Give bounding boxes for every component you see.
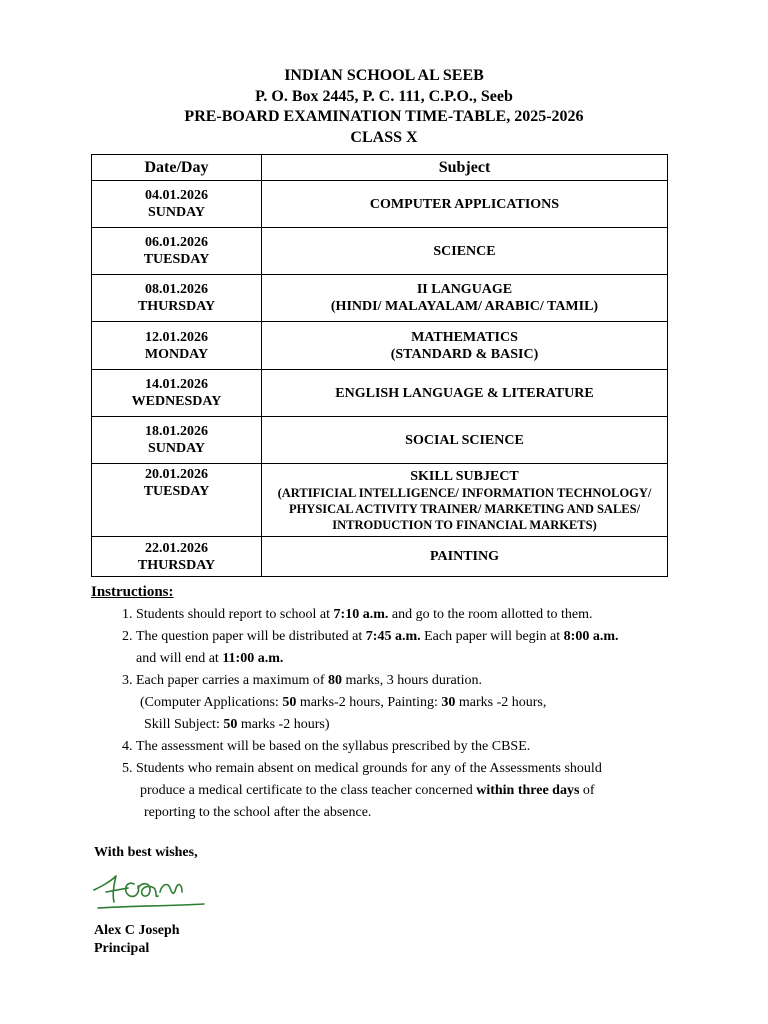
exam-date: 12.01.2026 xyxy=(145,329,208,345)
instruction-line xyxy=(136,692,726,714)
instructions-title: Instructions: xyxy=(91,584,174,600)
subject-column-header: Subject xyxy=(262,155,668,181)
subject-name: PAINTING xyxy=(430,549,499,564)
instruction-text: The assessment will be based on the syllabus prescribed by the CBSE. xyxy=(136,739,531,754)
exam-day: THURSDAY xyxy=(137,299,216,314)
subject-cell xyxy=(262,370,668,417)
instruction-item xyxy=(136,670,726,736)
instruction-text: Skill Subject: xyxy=(144,717,224,732)
principal-title: Principal xyxy=(94,941,150,956)
table-header-row xyxy=(92,155,668,181)
instruction-line: reporting to the school after the absence. xyxy=(144,805,372,820)
table-row xyxy=(92,322,668,370)
exam-day: SUNDAY xyxy=(147,205,206,220)
instruction-text: Students should report to school at xyxy=(136,607,334,622)
subject-name: SCIENCE xyxy=(433,243,496,259)
exam-date: 08.01.2026 xyxy=(145,282,208,297)
exam-day: MONDAY xyxy=(144,346,209,362)
instruction-emphasis: 50 xyxy=(282,695,297,710)
instruction-emphasis: within three days xyxy=(476,783,580,798)
date-cell xyxy=(92,537,262,577)
instruction-text: The question paper will be distributed at xyxy=(136,629,366,644)
exam-day: TUESDAY xyxy=(143,484,210,499)
subject-cell xyxy=(262,464,668,537)
subject-cell xyxy=(262,537,668,577)
subject-cell xyxy=(262,275,668,322)
instruction-emphasis: 7:45 a.m. xyxy=(365,629,421,644)
subject-cell xyxy=(262,417,668,464)
instruction-item xyxy=(136,604,726,626)
table-row xyxy=(92,228,668,275)
instruction-emphasis: 80 xyxy=(328,673,343,688)
instructions-list xyxy=(112,604,726,824)
instruction-text: produce a medical certificate to the class teacher concerned xyxy=(140,783,477,798)
date-cell xyxy=(92,275,262,322)
instruction-text: Each paper carries a maximum of xyxy=(136,673,329,688)
subject-cell xyxy=(262,322,668,370)
instruction-line xyxy=(136,648,726,670)
instruction-line xyxy=(136,780,726,802)
exam-date: 20.01.2026 xyxy=(145,467,208,482)
exam-title: PRE-BOARD EXAMINATION TIME-TABLE, 2025-2026 xyxy=(184,108,584,125)
signatory xyxy=(94,922,180,958)
instruction-emphasis: 30 xyxy=(441,695,456,710)
exam-date: 14.01.2026 xyxy=(145,377,208,392)
instruction-item xyxy=(136,758,726,824)
table-row xyxy=(92,181,668,228)
timetable xyxy=(91,154,668,577)
exam-day: SUNDAY xyxy=(147,441,206,456)
subject-name: COMPUTER APPLICATIONS xyxy=(369,196,560,212)
date-cell xyxy=(92,464,262,537)
instruction-text: of xyxy=(579,783,595,798)
instruction-emphasis: 50 xyxy=(223,717,238,732)
table-row xyxy=(92,370,668,417)
subject-detail-line: INTRODUCTION TO FINANCIAL MARKETS) xyxy=(332,517,597,532)
class-title: CLASS X xyxy=(350,128,418,146)
date-cell xyxy=(92,417,262,464)
instruction-line xyxy=(136,670,726,692)
subject-cell xyxy=(262,228,668,275)
school-address: P. O. Box 2445, P. C. 111, C.P.O., Seeb xyxy=(255,87,513,105)
exam-day: THURSDAY xyxy=(137,557,216,573)
instruction-text: (Computer Applications: xyxy=(140,695,283,710)
closing-wishes: With best wishes, xyxy=(94,845,198,860)
instruction-text: and go to the room allotted to them. xyxy=(388,607,593,622)
instruction-emphasis: 7:10 a.m. xyxy=(333,607,389,622)
exam-day: WEDNESDAY xyxy=(131,394,222,409)
date-cell xyxy=(92,181,262,228)
instruction-line xyxy=(136,626,726,648)
instruction-item xyxy=(136,626,726,670)
date-cell xyxy=(92,370,262,417)
exam-date: 06.01.2026 xyxy=(145,235,208,250)
school-name: INDIAN SCHOOL AL SEEB xyxy=(284,67,484,84)
date-cell xyxy=(92,322,262,370)
instruction-text: marks -2 hours, xyxy=(455,695,547,710)
signature-icon xyxy=(88,866,208,916)
subject-name: II LANGUAGE xyxy=(416,282,513,297)
date-column-header: Date/Day xyxy=(92,155,262,181)
principal-name: Alex C Joseph xyxy=(94,923,180,938)
subject-detail-line: (ARTIFICIAL INTELLIGENCE/ INFORMATION TECHNOLOGY/ xyxy=(277,485,652,500)
instruction-text: marks -2 hours) xyxy=(237,717,330,732)
exam-date: 22.01.2026 xyxy=(145,540,208,556)
subject-name: MATHEMATICS xyxy=(411,329,518,345)
subject-name: SKILL SUBJECT xyxy=(410,468,519,484)
subject-detail-line: PHYSICAL ACTIVITY TRAINER/ MARKETING AND SALES/ xyxy=(288,501,641,516)
exam-day: TUESDAY xyxy=(143,252,210,267)
subject-detail: (STANDARD & BASIC) xyxy=(390,346,539,362)
exam-date: 18.01.2026 xyxy=(145,424,208,439)
table-row xyxy=(92,464,668,537)
instruction-emphasis: 11:00 a.m. xyxy=(222,651,284,666)
date-cell xyxy=(92,228,262,275)
subject-name: ENGLISH LANGUAGE & LITERATURE xyxy=(335,385,594,401)
subject-cell xyxy=(262,181,668,228)
instruction-text: marks-2 hours, Painting: xyxy=(296,695,442,710)
instruction-emphasis: 8:00 a.m. xyxy=(563,629,619,644)
instruction-text: Each paper will begin at xyxy=(420,629,564,644)
subject-name: SOCIAL SCIENCE xyxy=(405,432,524,448)
exam-date: 04.01.2026 xyxy=(145,188,208,203)
instruction-item xyxy=(136,736,726,758)
instruction-text: marks, 3 hours duration. xyxy=(342,673,483,688)
document-header xyxy=(0,66,768,148)
table-row xyxy=(92,537,668,577)
table-row xyxy=(92,275,668,322)
instruction-line xyxy=(136,714,726,736)
subject-detail: (HINDI/ MALAYALAM/ ARABIC/ TAMIL) xyxy=(330,299,599,314)
instruction-text: and will end at xyxy=(136,651,223,666)
instruction-line: 5. Students who remain absent on medical grounds for any of the Assessments should xyxy=(136,761,602,776)
table-row xyxy=(92,417,668,464)
